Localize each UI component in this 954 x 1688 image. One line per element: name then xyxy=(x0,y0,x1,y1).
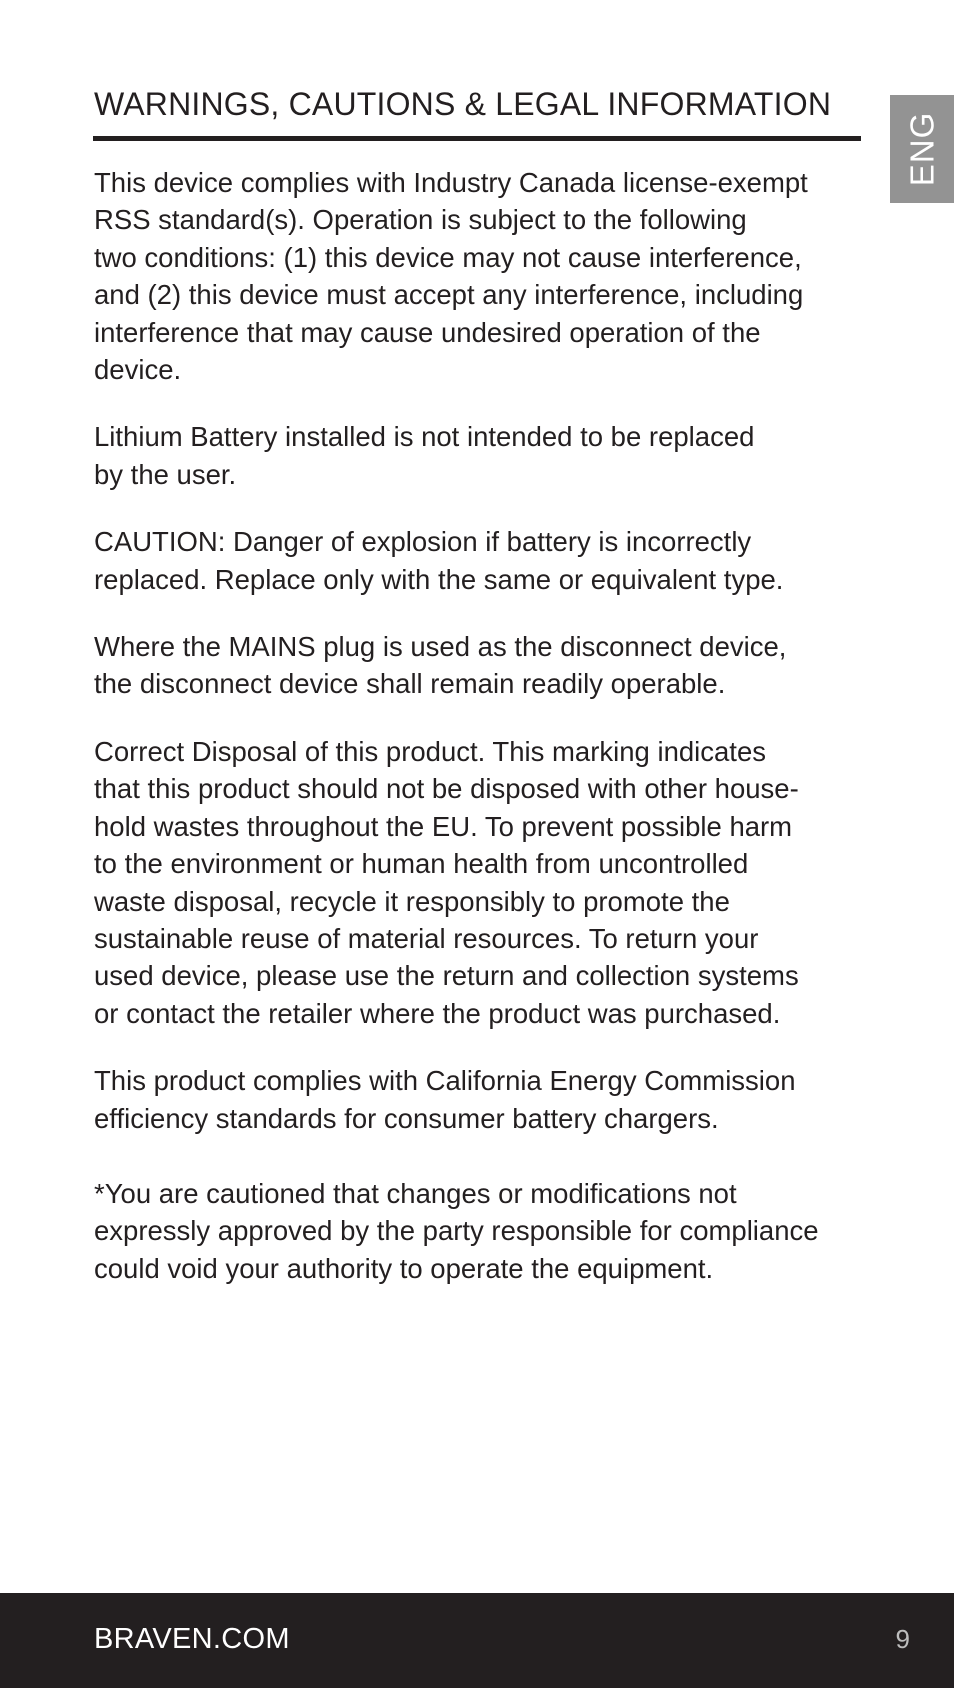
language-tab xyxy=(890,95,954,203)
paragraph-correct-disposal: Correct Disposal of this product. This marking indicates that this product should not be disposed with other house- hold wastes throughout the EU. To prevent possible harm to the environment or human health from uncontrolled waste disposal, recycle it responsibly to promote the sustainable reuse of material resources. To return your used device, please use the return and collection systems or contact the retailer where the product was purchased. xyxy=(94,735,799,1029)
language-tab-label: ENG xyxy=(903,111,941,187)
title-rule xyxy=(93,136,861,141)
paragraph-modifications-caution: *You are cautioned that changes or modifications not expressly approved by the party responsible for compliance could void your authority to operate the equipment. xyxy=(94,1177,819,1284)
footer-bar xyxy=(0,1593,954,1688)
page-title: WARNINGS, CAUTIONS & LEGAL INFORMATION xyxy=(94,86,832,122)
legal-body xyxy=(94,164,864,1287)
paragraph-industry-canada: This device complies with Industry Canada license-exempt RSS standard(s). Operation is subject to the following two conditions: (1) this device may not cause interference, and (2) this device must accept any interference, including interference that may cause undesired operation of the device. xyxy=(94,167,808,386)
page-number: 9 xyxy=(895,1624,910,1654)
paragraph-mains-plug: Where the MAINS plug is used as the disconnect device, the disconnect device shall remain readily operable. xyxy=(94,631,787,700)
footer-website: BRAVEN.COM xyxy=(94,1623,290,1655)
paragraph-california-energy: This product complies with California Energy Commission efficiency standards for consumer battery chargers. xyxy=(94,1065,796,1134)
paragraph-battery-caution: CAUTION: Danger of explosion if battery is incorrectly replaced. Replace only with the same or equivalent type. xyxy=(94,526,784,595)
paragraph-lithium-battery: Lithium Battery installed is not intended to be replaced by the user. xyxy=(94,421,755,490)
